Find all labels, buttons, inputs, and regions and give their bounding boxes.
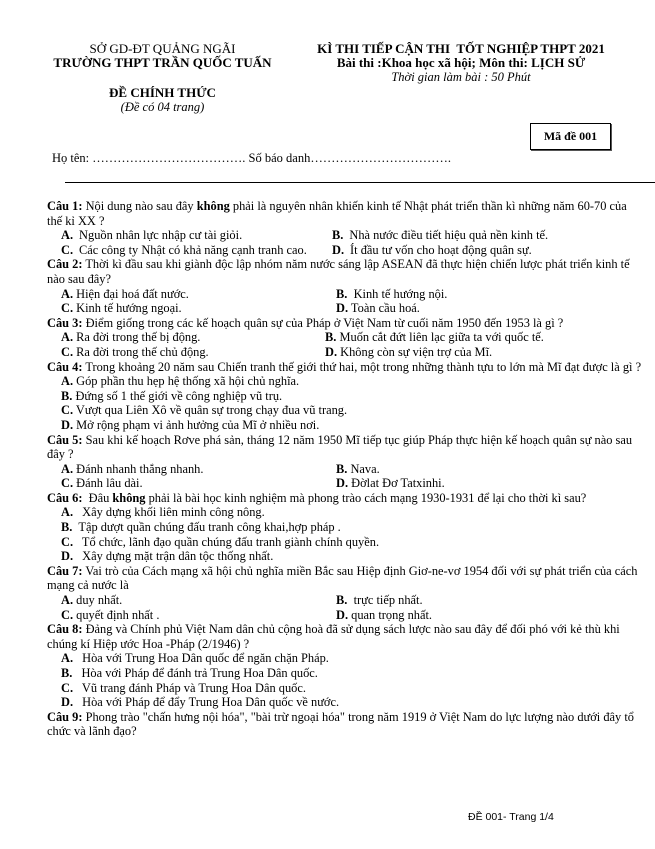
option-b: B. Nava. — [336, 461, 380, 476]
question-text: Điểm giống trong các kế hoạch quân sự của Pháp ở Việt Nam từ cuối năm 1950 đến 1953 là gì ? — [82, 315, 564, 330]
option-d: D. Xây dựng mặt trận dân tộc thống nhất. — [61, 549, 274, 564]
question-5 — [47, 433, 642, 462]
exam-header — [296, 42, 626, 84]
options-q1 — [61, 228, 642, 257]
pages-note: (Đề có 04 trang) — [120, 100, 205, 114]
option-a: A. Nguồn nhân lực nhập cư tài giỏi. — [61, 228, 243, 243]
question-emphasis: không — [196, 199, 230, 213]
question-number: Câu 2: — [47, 257, 83, 272]
question-number: Câu 1: — [47, 199, 83, 213]
question-text: Vai trò của Cách mạng xã hội chủ nghĩa miền Bắc sau Hiệp định Giơ-ne-vơ 1954 đối với sự phát triển của cách mạng cả nước là — [47, 563, 638, 593]
options-q6 — [61, 505, 642, 563]
question-text: Đâu — [82, 490, 113, 505]
question-7 — [47, 564, 642, 593]
question-number: Câu 9: — [47, 709, 83, 724]
options-q2 — [61, 287, 642, 316]
option-c: C. Đánh lâu dài. — [61, 476, 143, 491]
question-text: Sau khi kế hoạch Rơve phá sản, tháng 12 năm 1950 Mĩ tiếp tục giúp Pháp thực hiện kế hoạch quân sự nào sau đây ? — [47, 432, 633, 462]
option-d: D. Đờlat Đơ Tatxinhi. — [336, 476, 445, 491]
exam-title: KÌ THI TIẾP CẬN THI TỐT NGHIỆP THPT 2021 — [317, 41, 605, 56]
candidate-info-line: Họ tên: ………………………………. Số báo danh……………………………. — [52, 151, 451, 165]
option-a: A. Hòa với Trung Hoa Dân quốc để ngăn chặn Pháp. — [61, 651, 329, 666]
department-name: SỞ GD-ĐT QUẢNG NGÃI — [89, 41, 236, 56]
option-b: B. Tập dượt quần chúng đấu tranh công khai,hợp pháp . — [61, 520, 341, 535]
page-footer: ĐỀ 001- Trang 1/4 — [468, 811, 554, 823]
time-line: Thời gian làm bài : 50 Phút — [391, 70, 531, 84]
question-6 — [47, 491, 642, 506]
option-d: D. Không còn sự viện trợ của Mĩ. — [325, 344, 493, 359]
options-q3 — [61, 330, 642, 359]
option-c: C. Vượt qua Liên Xô về quân sự trong chạy đua vũ trang. — [61, 403, 348, 418]
question-number: Câu 5: — [47, 432, 83, 447]
school-name: TRƯỜNG THPT TRẦN QUỐC TUẤN — [53, 55, 272, 70]
question-9 — [47, 710, 642, 739]
option-b: B. Hòa với Pháp để đánh trả Trung Hoa Dân quốc. — [61, 666, 318, 680]
options-q4 — [61, 374, 642, 432]
exam-code-box: Mã đề 001 — [530, 123, 611, 150]
option-d: D. Mở rộng phạm vi ảnh hưởng của Mĩ ở nhiều nơi. — [61, 417, 320, 432]
question-4 — [47, 360, 642, 375]
question-text: Phong trào "chấn hưng nội hóa", "bài trừ ngoại hóa" trong năm 1919 ở Việt Nam do lực lượng nào dưới đây tổ chức và lãnh đạo? — [47, 709, 634, 739]
options-q8 — [61, 651, 642, 709]
option-a: A. Góp phần thu hẹp hệ thống xã hội chủ nghĩa. — [61, 374, 300, 389]
question-text: phải là nguyên nhân khiến kinh tế Nhật phát triển thần kì những năm 60-70 của thế kỉ XX ? — [47, 199, 627, 228]
option-b: B. Kinh tế hướng nội. — [336, 286, 448, 301]
question-number: Câu 8: — [47, 622, 83, 637]
question-text: phải là bài học kinh nghiệm mà phong trào cách mạng 1930-1931 để lại cho thời kì sau? — [145, 490, 587, 505]
option-c: C. Ra đời trong thế chủ động. — [61, 344, 209, 359]
options-q7 — [61, 593, 642, 622]
option-b: B. Muốn cắt đứt liên lạc giữa ta với quốc tế. — [325, 330, 544, 345]
option-d: D. Toàn cầu hoá. — [336, 301, 420, 316]
question-number: Câu 7: — [47, 563, 83, 578]
option-c: C. Vũ trang đánh Pháp và Trung Hoa Dân quốc. — [61, 680, 306, 695]
option-d: D. Ít đầu tư vốn cho hoạt động quân sự. — [332, 242, 532, 257]
question-text: Nội dung nào sau đây — [82, 199, 197, 213]
option-b: B. Nhà nước điều tiết hiệu quả nền kinh tế. — [332, 228, 549, 243]
option-c: C. Các công ty Nhật có khả năng cạnh tranh cao. — [61, 242, 307, 257]
question-8 — [47, 622, 642, 651]
school-header — [40, 42, 285, 114]
official-label: ĐỀ CHÍNH THỨC — [109, 85, 216, 100]
option-b: B. Đứng số 1 thế giới về công nghiệp vũ trụ. — [61, 388, 283, 403]
question-2 — [47, 257, 642, 286]
question-number: Câu 3: — [47, 315, 83, 330]
option-c: C. quyết định nhất . — [61, 607, 160, 622]
option-a: A. Ra đời trong thế bị động. — [61, 330, 201, 345]
option-a: A. Xây dựng khối liên minh công nông. — [61, 505, 265, 520]
question-text: Đảng và Chính phủ Việt Nam dân chủ cộng hoà đã sử dụng sách lược nào sau đây để đối phó với kẻ thù khi chúng kí Hiệp ước Hoa -Pháp (2/1946) ? — [47, 622, 620, 651]
question-3 — [47, 316, 642, 331]
question-number: Câu 6: — [47, 490, 83, 505]
question-1 — [47, 199, 642, 228]
option-d: D. quan trọng nhất. — [336, 607, 433, 622]
question-text: Trong khoảng 20 năm sau Chiến tranh thế giới thứ hai, một trong những thành tựu to lớn mà Mĩ đạt được là gì ? — [82, 359, 642, 374]
header-divider — [65, 182, 655, 183]
option-a: A. duy nhất. — [61, 593, 123, 608]
option-c: C. Kinh tế hướng ngoại. — [61, 301, 182, 316]
option-b: B. trực tiếp nhất. — [336, 593, 423, 608]
subject-line: Bài thi :Khoa học xã hội; Môn thi: LỊCH SỬ — [336, 55, 586, 70]
options-q5 — [61, 462, 642, 491]
question-text: Thời kì đầu sau khi giành độc lập nhóm năm nước sáng lập ASEAN đã thực hiện chiến lược phát triển kinh tế nào sau đây? — [47, 257, 630, 286]
option-a: A. Hiện đại hoá đất nước. — [61, 286, 189, 301]
question-number: Câu 4: — [47, 359, 83, 374]
option-a: A. Đánh nhanh thắng nhanh. — [61, 461, 204, 476]
question-emphasis: không — [112, 490, 146, 505]
option-d: D. Hòa với Pháp để đẩy Trung Hoa Dân quốc về nước. — [61, 695, 340, 710]
option-c: C. Tổ chức, lãnh đạo quần chúng đấu tranh giành chính quyền. — [61, 534, 380, 549]
questions-list — [47, 199, 642, 739]
